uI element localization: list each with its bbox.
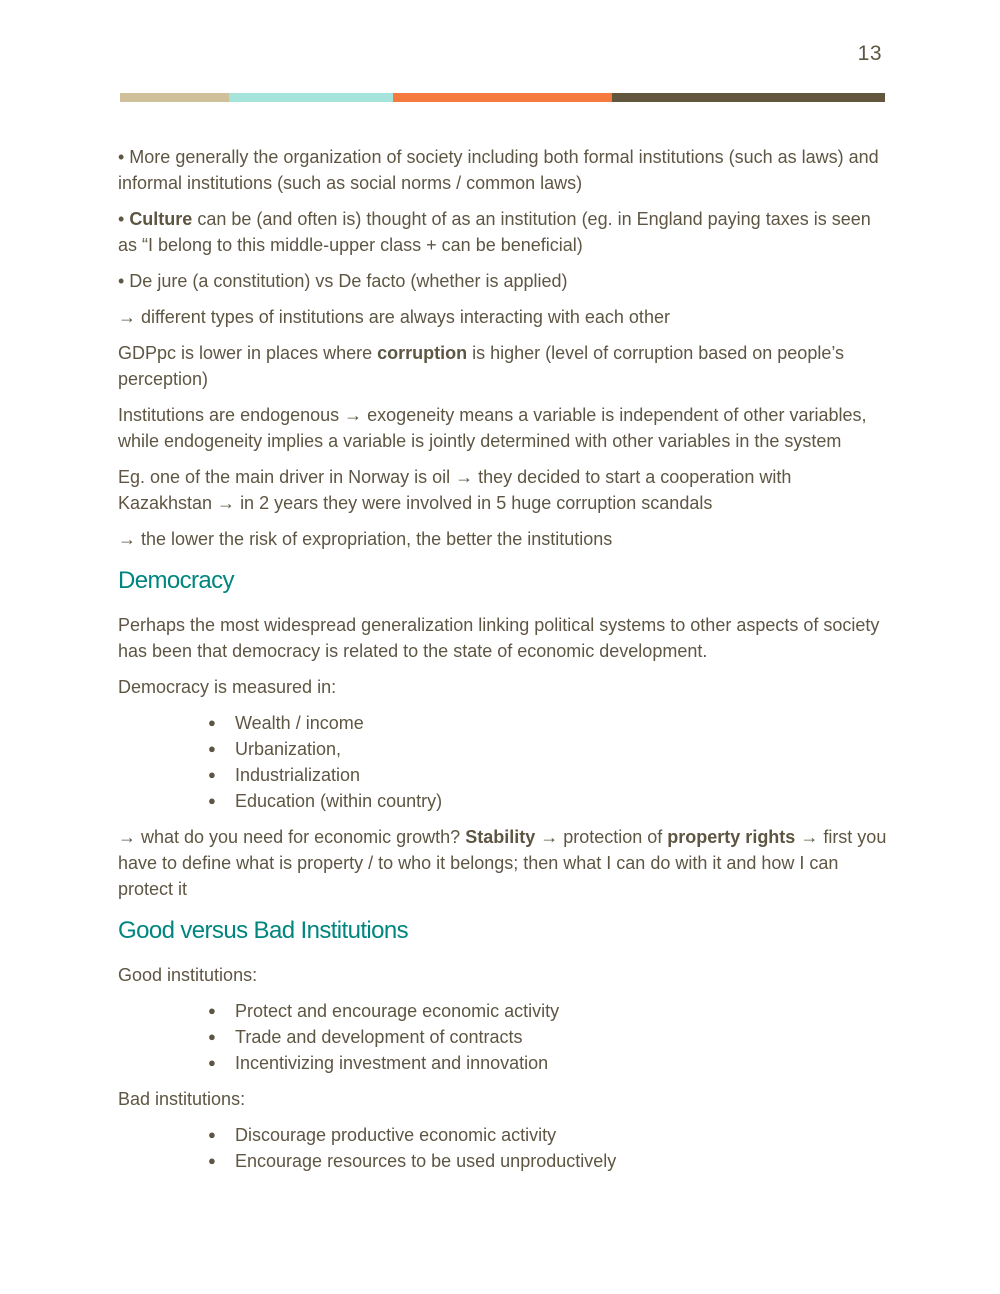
growth-text-pre: → what do you need for economic growth?: [118, 827, 466, 847]
color-bar-segment-orange: [393, 93, 612, 102]
paragraph-democracy-measured: Democracy is measured in:: [118, 677, 337, 697]
list-item: ● Wealth / income: [208, 710, 888, 736]
list-item: ● Encourage resources to be used unproductively: [208, 1148, 888, 1174]
growth-bold-stability: Stability: [465, 827, 536, 847]
paragraph-corruption-pre: GDPpc is lower in places where: [118, 343, 378, 363]
paragraph-norway-example: Eg. one of the main driver in Norway is oil → they decided to start a cooperation with Kazakhstan → in 2 years they were involved in 5 huge corruption scandals: [118, 467, 792, 513]
paragraph-culture-bullet: •: [118, 209, 130, 229]
list-item: ● Education (within country): [208, 788, 888, 814]
color-bar-segment-brown: [612, 93, 885, 102]
paragraph-culture-text: can be (and often is) thought of as an institution (eg. in England paying taxes is seen as “I belong to this middle-upper class + can be beneficial): [118, 209, 871, 255]
paragraph-corruption: [118, 340, 888, 392]
paragraph-good-label: Good institutions:: [118, 965, 258, 985]
growth-text-post: → first you have to define what is property / to who it belongs; then what I can do with it and how I can protect it: [118, 827, 887, 899]
growth-bold-property-rights: property rights: [667, 827, 796, 847]
heading-good-vs-bad-institutions: Good versus Bad Institutions: [118, 917, 409, 944]
paragraph-corruption-bold: corruption: [377, 343, 468, 363]
paragraph-bad-label: Bad institutions:: [118, 1089, 246, 1109]
list-item: ● Incentivizing investment and innovation: [208, 1050, 888, 1076]
color-bar-segment-tan: [120, 93, 229, 102]
list-bad-institutions: [118, 1122, 888, 1174]
list-item: ● Discourage productive economic activity: [208, 1122, 888, 1148]
color-bar-segment-aqua: [229, 93, 393, 102]
paragraph-economic-growth: [118, 824, 888, 902]
paragraph-democracy-intro: Perhaps the most widespread generalization linking political systems to other aspects of society has been that democracy is related to the state of economic development.: [118, 615, 880, 661]
heading-democracy: Democracy: [118, 567, 234, 594]
paragraph-de-jure: • De jure (a constitution) vs De facto (whether is applied): [118, 271, 568, 291]
list-item: ● Protect and encourage economic activity: [208, 998, 888, 1024]
paragraph-expropriation: → the lower the risk of expropriation, the better the institutions: [118, 529, 613, 549]
list-democracy-measures: [118, 710, 888, 814]
page-number: 13: [857, 42, 882, 65]
paragraph-endogenous: Institutions are endogenous → exogeneity means a variable is independent of other variables, while endogeneity implies a variable is jointly determined with other variables in the system: [118, 405, 867, 451]
header-color-bar: [120, 93, 885, 102]
list-item: ● Trade and development of contracts: [208, 1024, 888, 1050]
paragraph-corruption-post: is higher (level of corruption based on people’s perception): [118, 343, 845, 389]
paragraph-interacting: → different types of institutions are always interacting with each other: [118, 307, 670, 327]
paragraph-informal-institutions: • More generally the organization of society including both formal institutions (such as laws) and informal institutions (such as social norms / common laws): [118, 147, 879, 193]
list-item: ● Industrialization: [208, 762, 888, 788]
document-body: [118, 144, 888, 1184]
list-item: ● Urbanization,: [208, 736, 888, 762]
list-good-institutions: [118, 998, 888, 1076]
paragraph-culture: [118, 206, 888, 258]
paragraph-culture-bold: Culture: [129, 209, 193, 229]
growth-text-mid: → protection of: [535, 827, 668, 847]
